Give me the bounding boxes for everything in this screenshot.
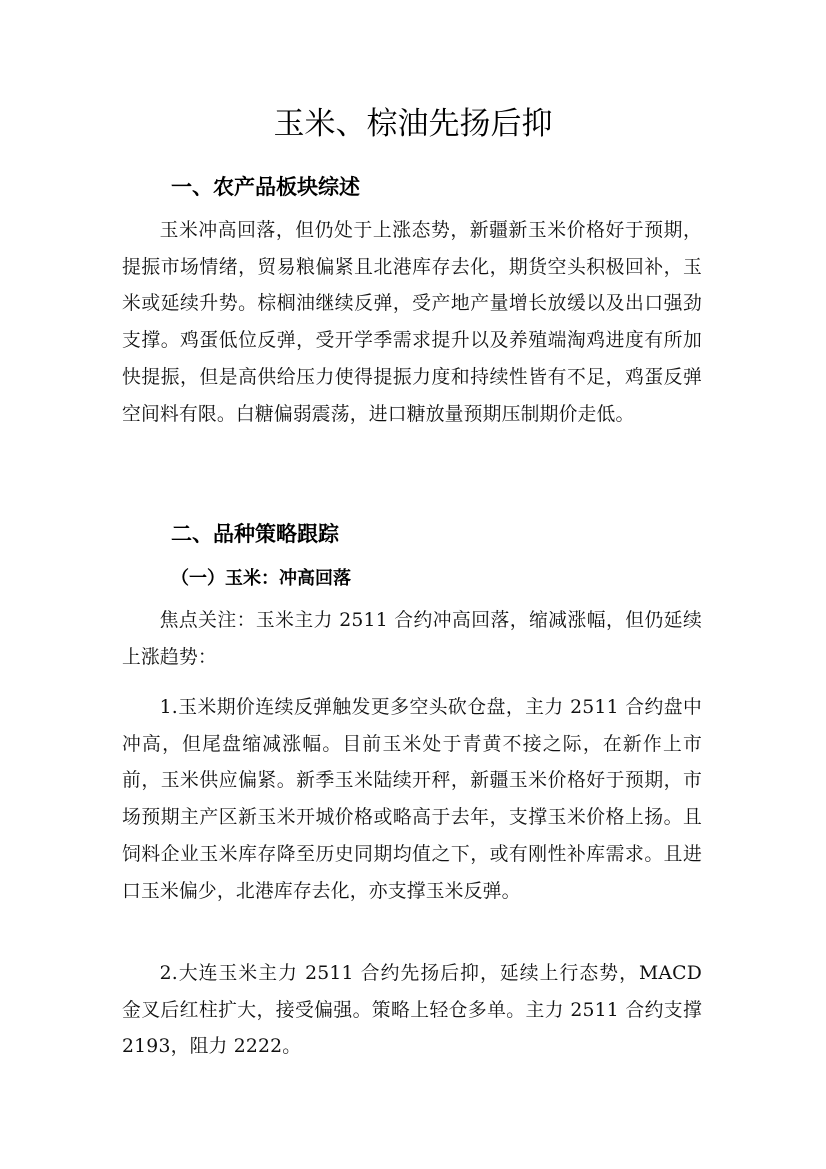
corn-point-1: 1.玉米期价连续反弹触发更多空头砍仓盘，主力 2511 合约盘中冲高，但尾盘缩减涨幅。目前玉米处于青黄不接之际，在新作上市前，玉米供应偏紧。新季玉米陆续开秤，新疆玉米价格好于预期，市场预期主产区新玉米开城价格或略高于去年，支撑玉米价格上扬。且饲料企业玉米库存降至历史同期均值之下，或有刚性补库需求。且进口玉米偏少，北港库存去化，亦支撑玉米反弹。 xyxy=(122,697,702,902)
corn-point-2: 2.大连玉米主力 2511 合约先扬后抑，延续上行态势，MACD 金叉后红柱扩大，接受偏强。策略上轻仓多单。主力 2511 合约支撑 2193，阻力 2222。 xyxy=(122,963,702,1058)
corn-focus-paragraph: 焦点关注：玉米主力 2511 合约冲高回落，缩减涨幅，但仍延续上涨趋势： xyxy=(122,610,702,668)
section-2-heading: 二、品种策略跟踪 xyxy=(171,522,339,546)
document-title: 玉米、棕油先扬后抑 xyxy=(273,106,553,142)
subsection-corn-heading: （一）玉米：冲高回落 xyxy=(171,568,351,589)
section-1-heading: 一、农产品板块综述 xyxy=(171,175,360,199)
section-1-body: 玉米冲高回落，但仍处于上涨态势，新疆新玉米价格好于预期，提振市场情绪，贸易粮偏紧且北港库存去化，期货空头积极回补，玉米或延续升势。棕榈油继续反弹，受产地产量增长放缓以及出口强劲支撑。鸡蛋低位反弹，受开学季需求提升以及养殖端淘鸡进度有所加快提振，但是高供给压力使得提振力度和持续性皆有不足，鸡蛋反弹空间料有限。白糖偏弱震荡，进口糖放量预期压制期价走低。 xyxy=(122,220,702,425)
